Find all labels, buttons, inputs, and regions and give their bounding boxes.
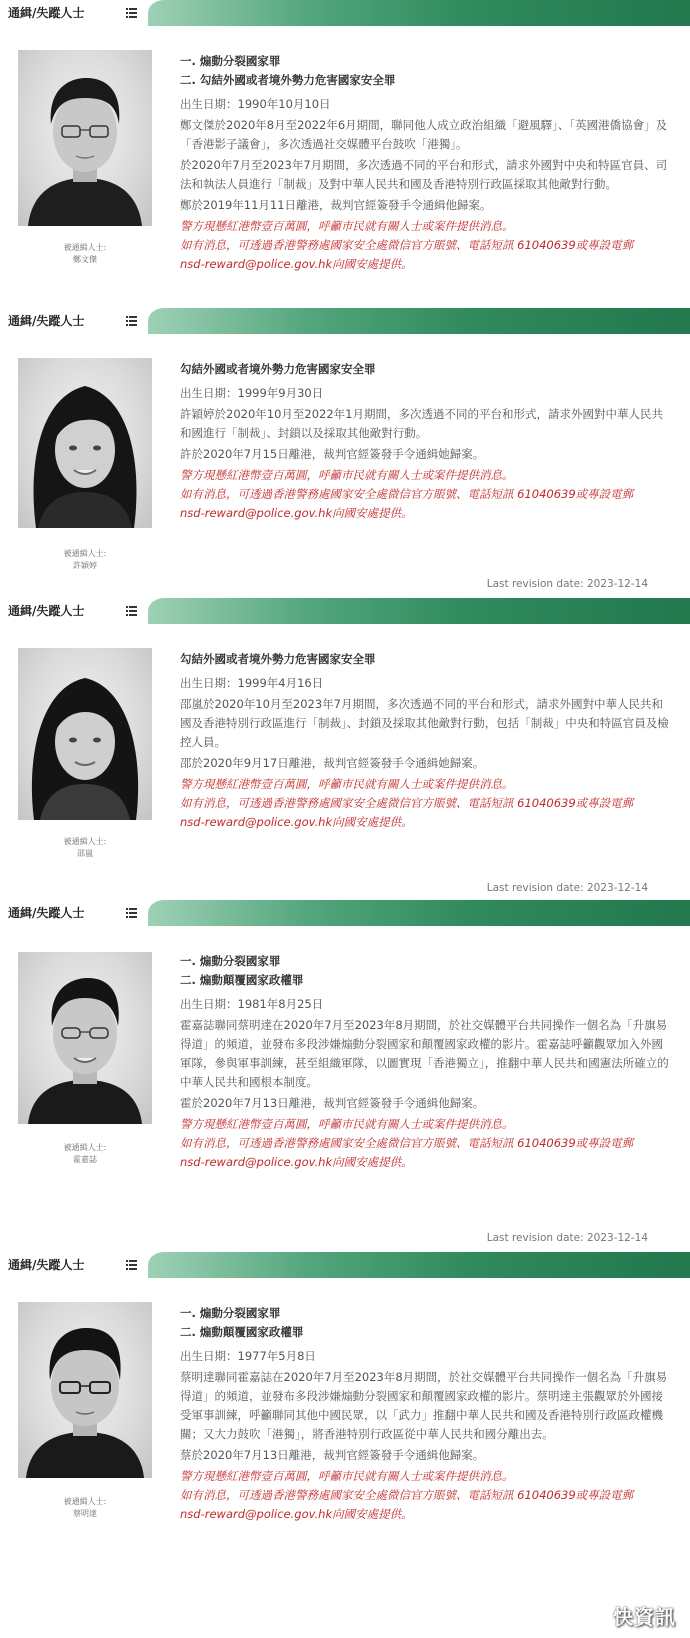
case-details [180, 650, 670, 832]
contact-email[interactable]: nsd-reward@police.gov.hk向國安處提供。 [180, 1507, 413, 1521]
date-of-birth: 出生日期：1999年9月30日 [180, 386, 324, 400]
photo-caption: 被通緝人士: 許穎婷 [63, 549, 107, 570]
contact-notice: 如有消息，可透過香港警務處國家安全處微信官方賬號、電話短訊 61040639或專設電郵 [180, 796, 634, 810]
photo-caption: 被通緝人士: 鄭文傑 [63, 243, 107, 264]
contact-email[interactable]: nsd-reward@police.gov.hk向國安處提供。 [180, 815, 413, 829]
case-details [180, 52, 670, 274]
case-paragraph: 蔡於2020年7月13日離港，裁判官經簽發手令通緝他歸案。 [180, 1448, 485, 1462]
reward-notice: 警方現懸紅港幣壹百萬圓，呼籲市民就有關人士或案件提供消息。 [180, 219, 514, 233]
case-details [180, 360, 670, 523]
person-silhouette-icon [18, 358, 152, 528]
contact-notice: 如有消息，可透過香港警務處國家安全處微信官方賬號、電話短訊 61040639或專設電郵 [180, 487, 634, 501]
header-label: 通緝/失蹤人士 [0, 900, 148, 926]
revision-date: Last revision date: 2023-12-14 [486, 1232, 648, 1244]
photo-caption: 被通緝人士: 蔡明達 [63, 1497, 107, 1518]
section-header [0, 598, 690, 624]
case-paragraph: 霍嘉誌聯同蔡明達在2020年7月至2023年8月期間，於社交媒體平台共同操作一個名為「升旗易得道」的頻道，並發布多段涉嫌煽動分裂國家和顛覆國家政權的影片。霍嘉誌呼籲觀眾加入外國軍隊，參與軍事訓練，甚至組織軍隊，以圖實現「香港獨立」，推翻中華人民共和國憲法所確立的中華人民共和國根本制度。 [180, 1018, 669, 1089]
case-paragraph: 霍於2020年7月13日離港，裁判官經簽發手令通緝他歸案。 [180, 1096, 485, 1110]
case-paragraph: 鄭於2019年11月11日離港，裁判官經簽發手令通緝他歸案。 [180, 198, 492, 212]
case-details [180, 1304, 670, 1524]
header-bar [148, 308, 690, 334]
contact-email[interactable]: nsd-reward@police.gov.hk向國安處提供。 [180, 506, 413, 520]
suspect-photo [18, 1302, 152, 1478]
person-silhouette-icon [18, 50, 152, 226]
section-header [0, 900, 690, 926]
menu-icon[interactable] [126, 606, 137, 616]
case-paragraph: 邵嵐於2020年10月至2023年7月期間，多次透過不同的平台和形式，請求外國對中華人民共和國及香港特別行政區進行「制裁」、封鎖及採取其他敵對行動，包括「制裁」中央和特區官員及檢控人員。 [180, 697, 669, 749]
header-label: 通緝/失蹤人士 [0, 0, 148, 26]
wanted-card-4 [0, 900, 690, 1250]
revision-date: Last revision date: 2023-12-14 [486, 578, 648, 590]
date-of-birth: 出生日期：1977年5月8日 [180, 1349, 316, 1363]
watermark: 快資訊 [613, 1605, 676, 1629]
case-paragraph: 許穎婷於2020年10月至2022年1月期間，多次透過不同的平台和形式，請求外國對中華人民共和國進行「制裁」、封鎖以及採取其他敵對行動。 [180, 407, 663, 440]
reward-notice: 警方現懸紅港幣壹百萬圓，呼籲市民就有關人士或案件提供消息。 [180, 468, 514, 482]
reward-notice: 警方現懸紅港幣壹百萬圓，呼籲市民就有關人士或案件提供消息。 [180, 1469, 514, 1483]
charge-item: 一. 煽動分裂國家罪 [180, 954, 281, 968]
suspect-photo [18, 50, 152, 226]
charge-item: 二. 煽動顛覆國家政權罪 [180, 973, 304, 987]
menu-icon[interactable] [126, 908, 137, 918]
suspect-photo [18, 952, 152, 1124]
header-bar [148, 900, 690, 926]
wanted-card-2 [0, 308, 690, 598]
header-label: 通緝/失蹤人士 [0, 308, 148, 334]
charge-item: 二. 煽動顛覆國家政權罪 [180, 1325, 304, 1339]
suspect-photo [18, 648, 152, 820]
person-silhouette-icon [18, 1302, 152, 1478]
case-paragraph: 於2020年7月至2023年7月期間，多次透過不同的平台和形式，請求外國對中央和特區官員、司法和執法人員進行「制裁」及對中華人民共和國及香港特別行政區採取其他敵對行動。 [180, 158, 668, 191]
section-header [0, 1252, 690, 1278]
contact-email[interactable]: nsd-reward@police.gov.hk向國安處提供。 [180, 257, 413, 271]
contact-notice: 如有消息，可透過香港警務處國家安全處微信官方賬號、電話短訊 61040639或專設電郵 [180, 238, 634, 252]
menu-icon[interactable] [126, 1260, 137, 1270]
header-bar [148, 1252, 690, 1278]
suspect-photo [18, 358, 152, 528]
header-bar [148, 598, 690, 624]
header-label: 通緝/失蹤人士 [0, 1252, 148, 1278]
case-paragraph: 鄭文傑於2020年8月至2022年6月期間，聯同他人成立政治組織「避風驛」、「英國港僑協會」及「香港影子議會」，多次透過社交媒體平台鼓吹「港獨」。 [180, 118, 668, 151]
case-paragraph: 許於2020年7月15日離港，裁判官經簽發手令通緝她歸案。 [180, 447, 485, 461]
person-silhouette-icon [18, 648, 152, 820]
wanted-card-5 [0, 1252, 690, 1638]
case-details [180, 952, 670, 1172]
charge-item: 勾結外國或者境外勢力危害國家安全罪 [180, 652, 376, 666]
section-header [0, 308, 690, 334]
reward-notice: 警方現懸紅港幣壹百萬圓，呼籲市民就有關人士或案件提供消息。 [180, 777, 514, 791]
menu-icon[interactable] [126, 8, 137, 18]
header-label: 通緝/失蹤人士 [0, 598, 148, 624]
contact-email[interactable]: nsd-reward@police.gov.hk向國安處提供。 [180, 1155, 413, 1169]
charge-item: 一. 煽動分裂國家罪 [180, 54, 281, 68]
date-of-birth: 出生日期：1999年4月16日 [180, 676, 324, 690]
charge-item: 二. 勾結外國或者境外勢力危害國家安全罪 [180, 73, 396, 87]
photo-caption: 被通緝人士: 邵嵐 [63, 837, 107, 858]
charge-item: 一. 煽動分裂國家罪 [180, 1306, 281, 1320]
case-paragraph: 邵於2020年9月17日離港，裁判官經簽發手令通緝她歸案。 [180, 756, 485, 770]
header-bar [148, 0, 690, 26]
wanted-card-1 [0, 0, 690, 310]
menu-icon[interactable] [126, 316, 137, 326]
date-of-birth: 出生日期：1990年10月10日 [180, 97, 331, 111]
charge-item: 勾結外國或者境外勢力危害國家安全罪 [180, 362, 376, 376]
wanted-card-3 [0, 598, 690, 898]
person-silhouette-icon [18, 952, 152, 1124]
revision-date: Last revision date: 2023-12-14 [486, 882, 648, 894]
photo-caption: 被通緝人士: 霍嘉誌 [63, 1143, 107, 1164]
contact-notice: 如有消息，可透過香港警務處國家安全處微信官方賬號、電話短訊 61040639或專設電郵 [180, 1136, 634, 1150]
date-of-birth: 出生日期：1981年8月25日 [180, 997, 324, 1011]
section-header [0, 0, 690, 26]
case-paragraph: 蔡明達聯同霍嘉誌在2020年7月至2023年8月期間，於社交媒體平台共同操作一個名為「升旗易得道」的頻道，並發布多段涉嫌煽動分裂國家和顛覆國家政權的影片。蔡明達主張觀眾於外國接受軍事訓練，呼籲聯同其他中國民眾，以「武力」推翻中華人民共和國及香港特別行政區政權機關；又大力鼓吹「港獨」，將香港特別行政區從中華人民共和國分離出去。 [180, 1370, 668, 1441]
reward-notice: 警方現懸紅港幣壹百萬圓，呼籲市民就有關人士或案件提供消息。 [180, 1117, 514, 1131]
contact-notice: 如有消息，可透過香港警務處國家安全處微信官方賬號、電話短訊 61040639或專設電郵 [180, 1488, 634, 1502]
